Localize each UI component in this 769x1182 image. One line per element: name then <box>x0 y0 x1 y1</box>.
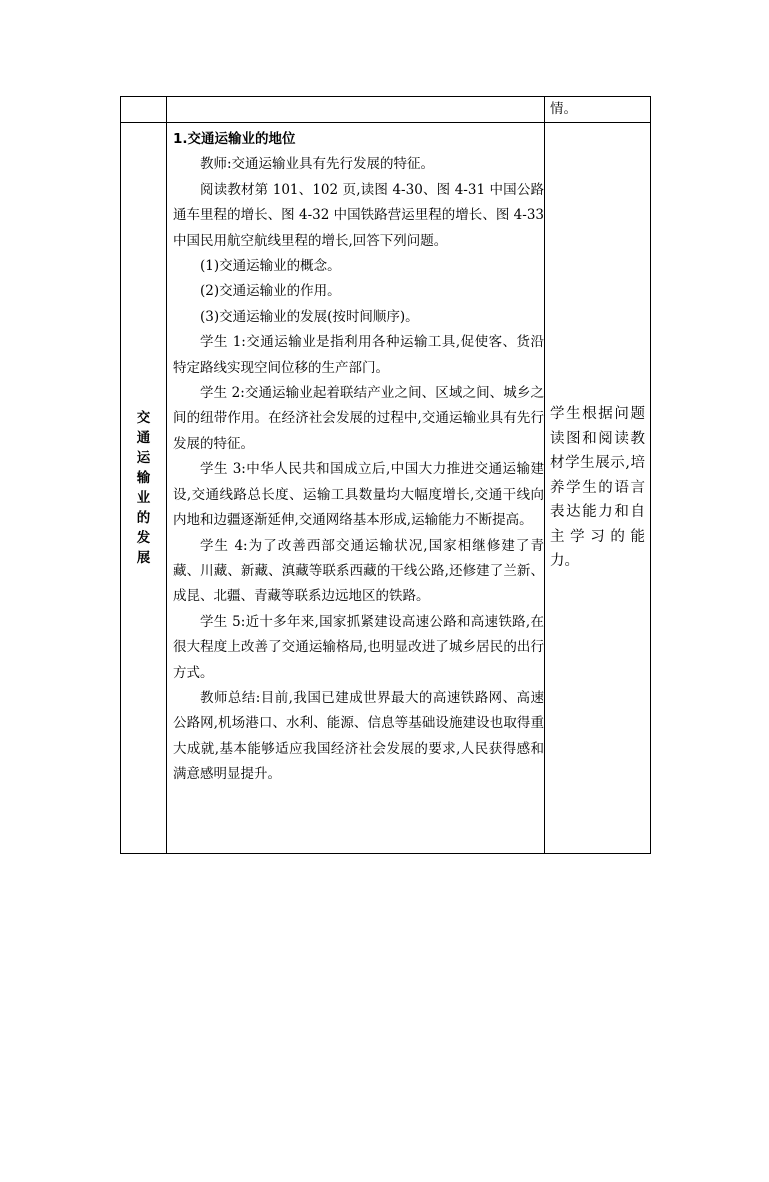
section-heading: 1.交通运输业的地位 <box>173 131 296 147</box>
teaching-process-cell <box>167 123 545 854</box>
paragraph: 学生 4:为了改善西部交通运输状况,国家相继修建了青藏、川藏、新藏、滇藏等联系西藏的干线公路,还修建了兰新、成昆、北疆、青藏等联系边远地区的铁路。 <box>173 537 544 605</box>
empty-cell <box>167 97 545 123</box>
paragraph: 学生 3:中华人民共和国成立后,中国大力推进交通运输建设,交通线路总长度、运输工具数量均大幅度增长,交通干线向内地和边疆逐渐延伸,交通网络基本形成,运输能力不断提高。 <box>173 461 544 529</box>
design-intent-cell <box>545 123 651 854</box>
section-label: 交通运输业的发展 <box>136 410 151 566</box>
empty-cell <box>121 97 167 123</box>
paragraph: 教师:交通运输业具有先行发展的特征。 <box>200 156 435 173</box>
continuation-text: 情。 <box>545 97 651 123</box>
table-row-continuation <box>121 97 651 123</box>
design-intent-text: 学生根据问题读图和阅读教材学生展示,培养学生的语言表达能力和自主学习的能力。 <box>550 406 645 570</box>
paragraph: 阅读教材第 101、102 页,读图 4-30、图 4-31 中国公路通车里程的增长、图 4-32 中国铁路营运里程的增长、图 4-33 中国民用航空航线里程的增长,回答下列问题。 <box>173 181 544 249</box>
paragraph: 学生 5:近十多年来,国家抓紧建设高速公路和高速铁路,在很大程度上改善了交通运输格局,也明显改进了城乡居民的出行方式。 <box>173 613 544 681</box>
section-label-cell <box>121 123 167 854</box>
paragraph: 教师总结:目前,我国已建成世界最大的高速铁路网、高速公路网,机场港口、水利、能源、信息等基础设施建设也取得重大成就,基本能够适应我国经济社会发展的要求,人民获得感和满意感明显提升。 <box>173 689 544 783</box>
lesson-plan-table <box>120 96 651 854</box>
question-item: (3)交通运输业的发展(按时间顺序)。 <box>200 308 419 325</box>
paragraph: 学生 1:交通运输业是指利用各种运输工具,促使客、货沿特定路线实现空间位移的生产部门。 <box>173 334 544 376</box>
question-item: (1)交通运输业的概念。 <box>200 258 341 275</box>
question-item: (2)交通运输业的作用。 <box>200 283 341 300</box>
paragraph: 学生 2:交通运输业起着联结产业之间、区域之间、城乡之间的纽带作用。在经济社会发展的过程中,交通运输业具有先行发展的特征。 <box>173 385 544 452</box>
table-row-section <box>121 123 651 854</box>
